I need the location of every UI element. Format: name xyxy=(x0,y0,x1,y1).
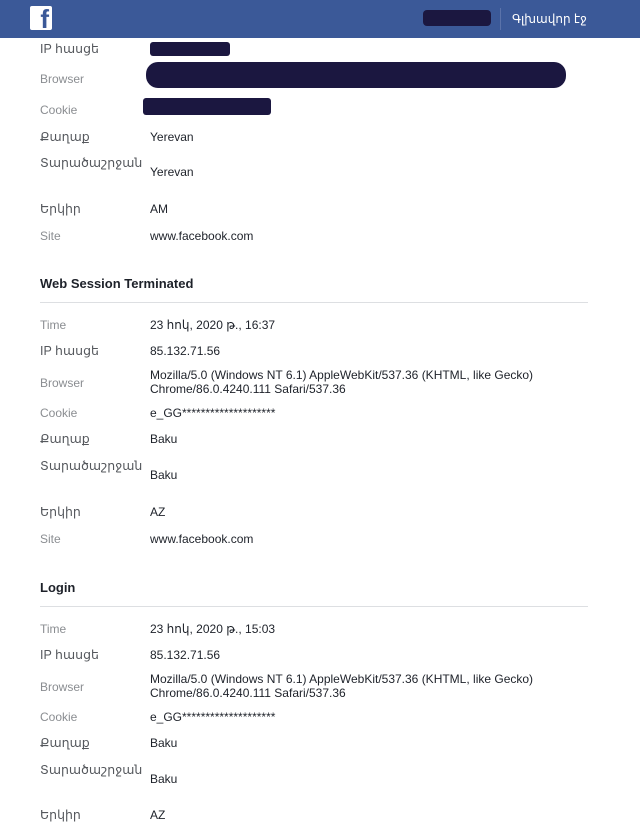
redacted-cookie-value xyxy=(143,98,271,115)
row-value: www.facebook.com xyxy=(150,229,254,243)
facebook-logo-icon[interactable] xyxy=(30,4,52,34)
row-label: Տարածաշրջան xyxy=(40,156,143,170)
row-value: e_GG******************** xyxy=(150,710,276,724)
row-value: Mozilla/5.0 (Windows NT 6.1) AppleWebKit/537.36 (KHTML, like Gecko) Chrome/86.0.4240.111 Safari/537.36 xyxy=(150,368,534,396)
row-label: Երկիր xyxy=(40,808,81,822)
row-label: Time xyxy=(40,622,67,636)
redacted-ip-value xyxy=(150,42,230,56)
section-divider xyxy=(40,606,588,607)
section-divider xyxy=(40,302,588,303)
row-label: IP հասցե xyxy=(40,648,99,662)
row-label: Cookie xyxy=(40,406,78,420)
row-value: Baku xyxy=(150,772,178,786)
row-value: Yerevan xyxy=(150,130,194,144)
section-title-session-terminated: Web Session Terminated xyxy=(40,276,194,291)
redacted-browser-value xyxy=(146,62,566,88)
row-value: www.facebook.com xyxy=(150,532,254,546)
row-label: Քաղաք xyxy=(40,736,90,750)
row-value: Mozilla/5.0 (Windows NT 6.1) AppleWebKit/537.36 (KHTML, like Gecko) Chrome/86.0.4240.111 Safari/537.36 xyxy=(150,672,534,700)
row-label: Երկիր xyxy=(40,505,81,519)
row-value: AM xyxy=(150,202,168,216)
row-label: Տարածաշրջան xyxy=(40,459,143,473)
nav-divider xyxy=(500,8,501,30)
row-label: IP հասցե xyxy=(40,42,99,56)
row-value: Baku xyxy=(150,432,178,446)
row-label: Browser xyxy=(40,72,85,86)
row-value: 23 հոկ, 2020 թ., 15:03 xyxy=(150,622,276,636)
row-label: Քաղաք xyxy=(40,130,90,144)
row-value: AZ xyxy=(150,505,166,519)
row-label: Տարածաշրջան xyxy=(40,763,143,777)
home-link[interactable]: Գլխավոր էջ xyxy=(512,12,587,26)
row-value: e_GG******************** xyxy=(150,406,276,420)
row-label: Browser xyxy=(40,680,85,694)
row-label: Site xyxy=(40,229,61,243)
row-value: AZ xyxy=(150,808,166,822)
row-label: IP հասցե xyxy=(40,344,99,358)
facebook-logo-letter: f xyxy=(40,4,49,34)
row-label: Site xyxy=(40,532,61,546)
row-value: 85.132.71.56 xyxy=(150,344,221,358)
row-value: Baku xyxy=(150,468,178,482)
row-value: Baku xyxy=(150,736,178,750)
row-label: Time xyxy=(40,318,67,332)
row-label: Cookie xyxy=(40,710,78,724)
row-label: Browser xyxy=(40,376,85,390)
redacted-user-name xyxy=(423,10,491,26)
row-label: Cookie xyxy=(40,103,78,117)
facebook-top-bar xyxy=(0,0,640,38)
row-value: 85.132.71.56 xyxy=(150,648,221,662)
row-value: 23 հոկ, 2020 թ., 16:37 xyxy=(150,318,276,332)
section-title-login: Login xyxy=(40,580,76,595)
row-value: Yerevan xyxy=(150,165,194,179)
row-label: Երկիր xyxy=(40,202,81,216)
row-label: Քաղաք xyxy=(40,432,90,446)
